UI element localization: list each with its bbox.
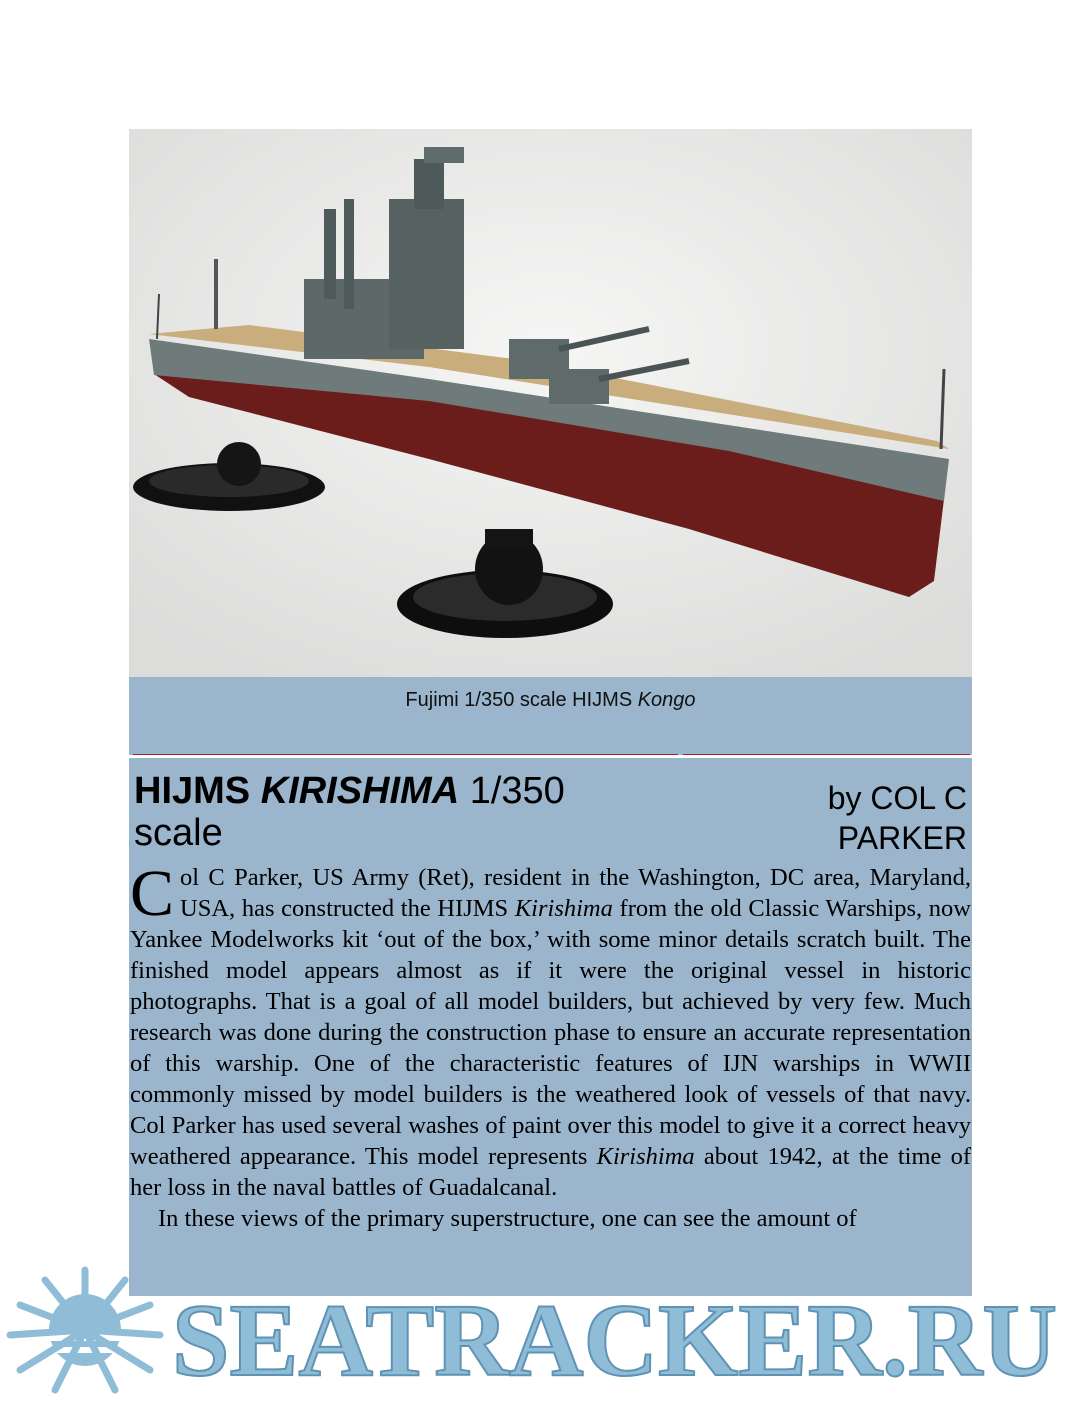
article-title: HIJMS KIRISHIMA 1/350 scale [134, 770, 565, 854]
photo-caption: Fujimi 1/350 scale HIJMS Kongo [405, 689, 696, 711]
article-byline: by COL C PARKER [827, 780, 967, 856]
sun-icon [10, 1270, 160, 1390]
battleship-model-illustration [129, 129, 972, 677]
paragraph-1: Col C Parker, US Army (Ret), resident in the Washington, DC area, Maryland, USA, has constructed the HIJMS Kirishima from the old Classic Warships, now Yankee Modelworks kit ‘out of the box,’ with some minor details scratch built. The finished model appears almost as if it were the original vessel in historic photographs. That is a goal of all model builders, but achieved by very few. Much research was done during the construction phase to ensure an accurate representation of this warship. One of the characteristic features of IJN warships in WWII commonly missed by model builders is the weathered look of vessels of that navy. Col Parker has used several washes of paint over this model to give it a correct heavy weathered appearance. This model represents Kirishima about 1942, at the time of her loss in the naval battles of Guadalcanal. [130, 857, 971, 1201]
ship-model-photo [129, 129, 972, 677]
watermark-text: SEATRACKER.RU [172, 1283, 1057, 1398]
caption-band [129, 677, 972, 755]
article-body [130, 857, 971, 1234]
drop-cap: C [130, 857, 175, 930]
divider-rule-left [133, 754, 678, 755]
divider-rule-right [683, 754, 970, 755]
paragraph-2: In these views of the primary superstructure, one can see the amount of [158, 1205, 857, 1232]
seatracker-watermark-logo [0, 1265, 1080, 1425]
